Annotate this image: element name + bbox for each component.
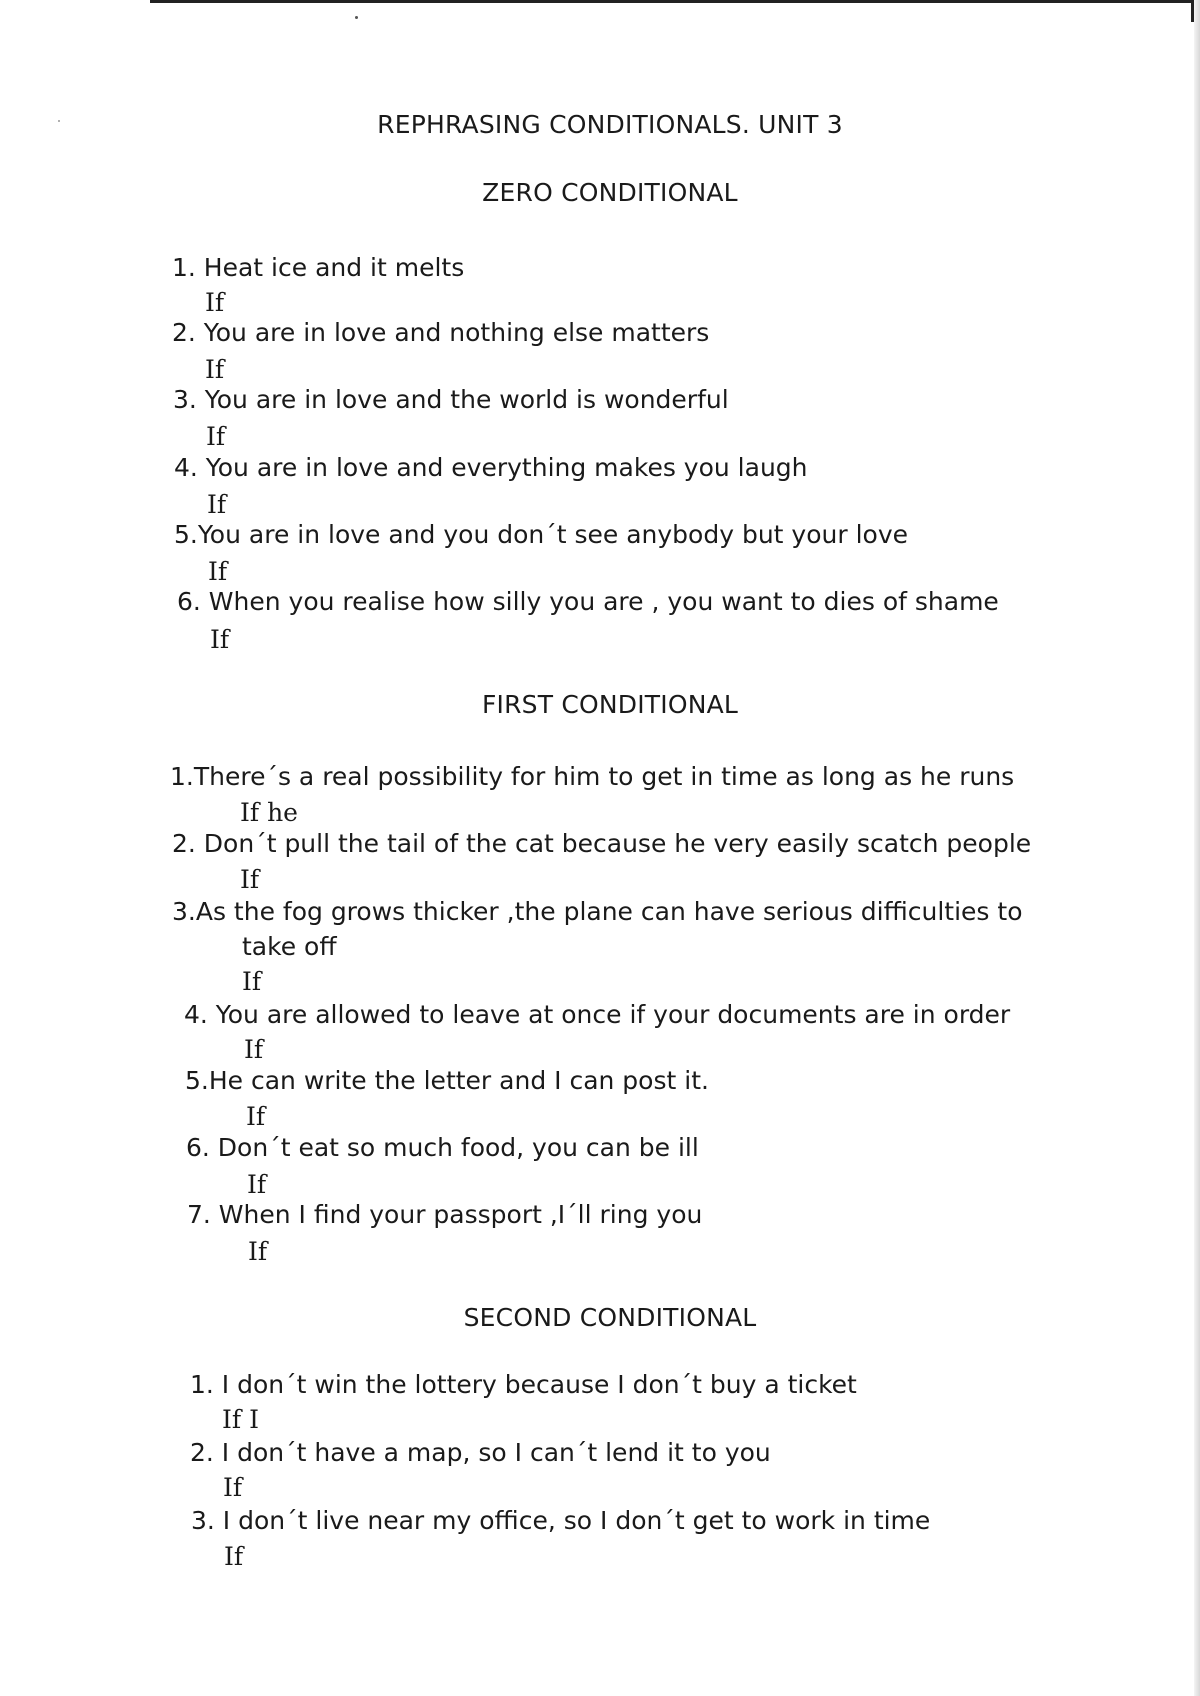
exercise-item: 2. Don´t pull the tail of the cat because he very easily scatch people [172,829,1032,858]
exercise-item: 1. Heat ice and it melts [172,253,465,282]
scan-edge-top [150,0,1200,3]
exercise-item: 4. You are in love and everything makes you laugh [174,453,808,482]
answer-prompt: If [240,865,260,894]
answer-prompt: If [247,1170,267,1199]
exercise-item: 4. You are allowed to leave at once if your documents are in order [184,1000,1011,1029]
scan-speck [355,16,358,19]
answer-prompt: If [246,1102,266,1131]
answer-prompt: If I [222,1405,259,1434]
answer-prompt: If [210,625,230,654]
exercise-item: 1.There´s a real possibility for him to get in time as long as he runs [170,762,1015,791]
answer-prompt: If [205,288,225,317]
answer-prompt: If [206,422,226,451]
answer-prompt: If [208,557,228,586]
answer-prompt: If he [240,798,298,827]
page-title: REPHRASING CONDITIONALS. UNIT 3 [377,110,843,139]
answer-prompt: If [207,490,227,519]
exercise-item: 6. Don´t eat so much food, you can be ill [186,1133,699,1162]
exercise-item: 2. I don´t have a map, so I can´t lend it to you [190,1438,771,1467]
scan-edge-right [1194,0,1200,1696]
answer-prompt: If [223,1473,243,1502]
exercise-item: 7. When I find your passport ,I´ll ring you [187,1200,703,1229]
exercise-item: 2. You are in love and nothing else matters [172,318,710,347]
exercise-item-continuation: take off [242,932,337,961]
exercise-item: 3. You are in love and the world is wonderful [173,385,729,414]
answer-prompt: If [244,1035,264,1064]
exercise-item: 1. I don´t win the lottery because I don´t buy a ticket [190,1370,857,1399]
section-heading-zero: ZERO CONDITIONAL [482,178,738,207]
exercise-item: 3.As the fog grows thicker ,the plane can have serious difficulties to [172,897,1023,926]
exercise-item: 6. When you realise how silly you are , you want to dies of shame [177,587,999,616]
answer-prompt: If [242,967,262,996]
section-heading-first: FIRST CONDITIONAL [481,690,739,719]
exercise-item: 3. I don´t live near my office, so I don´t get to work in time [191,1506,931,1535]
answer-prompt: If [224,1542,244,1571]
exercise-item: 5.He can write the letter and I can post it. [185,1066,709,1095]
exercise-item: 5.You are in love and you don´t see anybody but your love [174,520,908,549]
answer-prompt: If [248,1237,268,1266]
answer-prompt: If [205,355,225,384]
section-heading-second: SECOND CONDITIONAL [463,1303,757,1332]
